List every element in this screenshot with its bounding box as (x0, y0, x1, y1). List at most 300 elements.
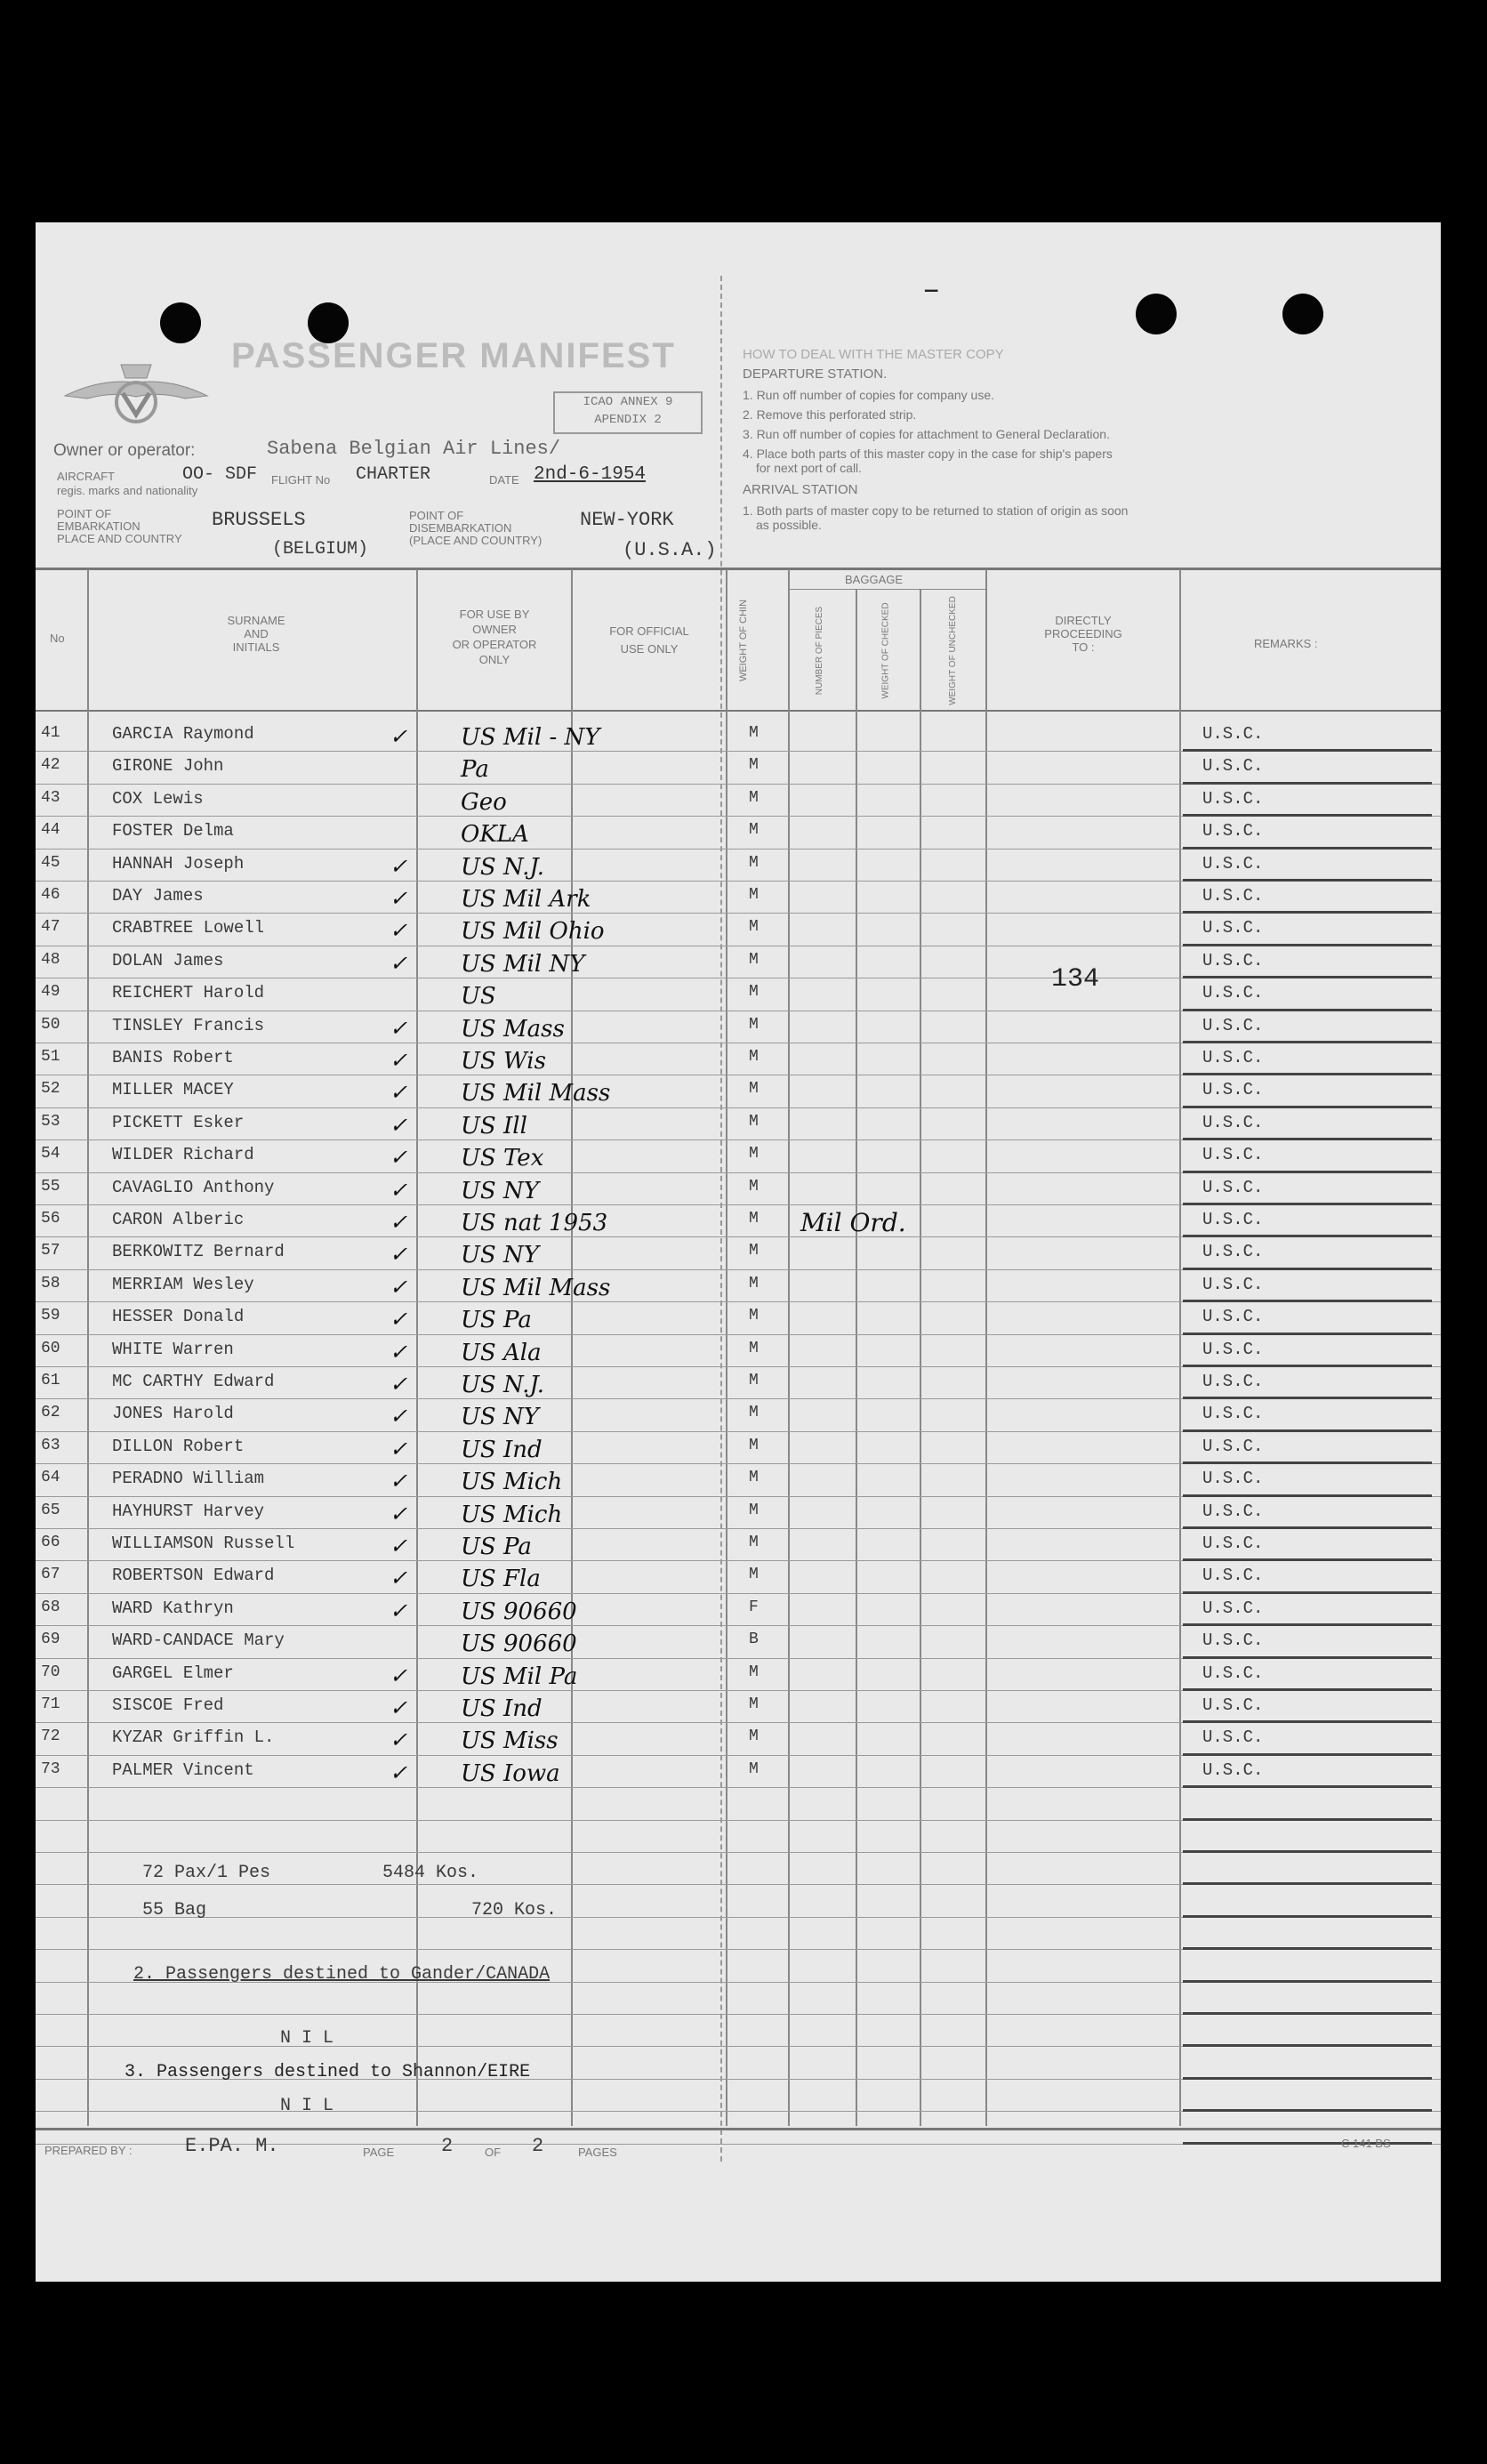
table-row (36, 1368, 1441, 1400)
instructions-heading: HOW TO DEAL WITH THE MASTER COPY (743, 347, 1004, 362)
official-entry: US Fla (461, 1566, 541, 1593)
passenger-name: WILDER Richard (112, 1145, 254, 1165)
embark-label-1: POINT OF (57, 507, 112, 520)
col-header-no: No (50, 632, 65, 645)
check-mark: ✓ (390, 1145, 408, 1171)
remarks-value: U.S.C. (1202, 1080, 1264, 1100)
arrival-step: 1. Both parts of master copy to be returned to station of origin as soon (743, 503, 1129, 518)
remarks-rule (1183, 1429, 1432, 1432)
sex-code: M (749, 853, 759, 872)
table-row (36, 785, 1441, 817)
punch-hole (1282, 294, 1323, 334)
header-bottom-border (36, 710, 1441, 712)
table-row (36, 1238, 1441, 1270)
col-header-remarks: REMARKS : (1254, 637, 1318, 650)
check-mark: ✓ (390, 1436, 408, 1461)
table-row (36, 1465, 1441, 1497)
table-row (36, 817, 1441, 850)
row-number: 47 (41, 918, 60, 937)
table-row (36, 1336, 1441, 1368)
remarks-rule (1183, 1915, 1432, 1918)
table-row (36, 1109, 1441, 1141)
official-entry: US Ind (461, 1695, 543, 1722)
official-entry: US Mil Ohio (461, 918, 605, 946)
remarks-value: U.S.C. (1202, 821, 1264, 841)
row-number: 66 (41, 1534, 60, 1551)
check-mark: ✓ (390, 1307, 408, 1333)
official-entry: US Mil Pa (461, 1663, 578, 1690)
passenger-name: DAY James (112, 886, 204, 906)
col-header-proceeding (987, 614, 1179, 654)
remarks-rule (1183, 1397, 1432, 1399)
summary-gander: 2. Passengers destined to Gander/CANADA (133, 1964, 551, 1985)
table-row (36, 1012, 1441, 1044)
date-value: 2nd-6-1954 (534, 464, 647, 485)
table-row (36, 947, 1441, 979)
row-number: 44 (41, 821, 60, 840)
remarks-rule (1183, 1461, 1432, 1464)
check-mark: ✓ (390, 1274, 408, 1300)
col-header-surname-l1: SURNAME (227, 614, 285, 627)
row-number: 54 (41, 1145, 60, 1164)
summary-bags: 55 Bag (142, 1900, 207, 1920)
passenger-name: JONES Harold (112, 1404, 234, 1424)
remarks-rule (1183, 1300, 1432, 1302)
col-header-proceeding-l3: TO : (1072, 640, 1095, 654)
check-mark: ✓ (390, 853, 408, 879)
remarks-rule (1183, 1980, 1432, 1983)
col-header-surname-l2: AND (244, 627, 269, 640)
passenger-name: GARCIA Raymond (112, 724, 254, 744)
remarks-value: U.S.C. (1202, 1469, 1264, 1489)
remarks-value: U.S.C. (1202, 1112, 1264, 1132)
col-header-owner (418, 607, 571, 667)
col-header-official (573, 623, 726, 658)
summary-bags-weight: 720 Kos. (471, 1900, 558, 1920)
col-header-bag-checked: WEIGHT OF CHECKED (880, 602, 891, 699)
remarks-value: U.S.C. (1202, 983, 1264, 1003)
remarks-rule (1183, 976, 1432, 978)
row-number: 50 (41, 1015, 60, 1034)
sex-code: M (749, 724, 759, 742)
sex-code: M (749, 1145, 759, 1164)
remarks-value: U.S.C. (1202, 724, 1264, 744)
sex-code: M (749, 1015, 759, 1034)
check-mark: ✓ (390, 1080, 408, 1106)
remarks-rule (1183, 814, 1432, 817)
remarks-rule (1183, 1558, 1432, 1561)
sex-code: M (749, 788, 759, 807)
sex-code: M (749, 886, 759, 904)
sex-code: M (749, 1307, 759, 1325)
remarks-rule (1183, 1494, 1432, 1497)
check-mark: ✓ (390, 1695, 408, 1720)
remarks-rule (1183, 1365, 1432, 1367)
sabena-logo-icon (60, 356, 212, 436)
row-number: 73 (41, 1759, 60, 1778)
row-number: 42 (41, 756, 60, 775)
sex-code: M (749, 1663, 759, 1681)
row-number: 70 (41, 1663, 60, 1681)
passenger-name: MC CARTHY Edward (112, 1372, 275, 1391)
page-value: 2 (441, 2135, 454, 2157)
table-row (36, 1724, 1441, 1756)
table-row (36, 1530, 1441, 1562)
official-entry: US Pa (461, 1534, 532, 1560)
instruction-step: 1. Run off number of copies for company use. (743, 388, 995, 402)
check-mark: ✓ (390, 1372, 408, 1397)
remarks-rule (1183, 749, 1432, 752)
check-mark: ✓ (390, 1727, 408, 1753)
table-row (36, 1141, 1441, 1173)
passenger-name: ROBERTSON Edward (112, 1566, 275, 1586)
remarks-rule (1183, 1850, 1432, 1853)
col-header-official-l1: FOR OFFICIAL (609, 624, 689, 638)
check-mark: ✓ (390, 1663, 408, 1688)
sex-code: M (749, 1759, 759, 1778)
check-mark: ✓ (390, 918, 408, 944)
remarks-rule (1183, 1203, 1432, 1205)
remarks-value: U.S.C. (1202, 1436, 1264, 1456)
passenger-name: COX Lewis (112, 788, 204, 809)
table-row (36, 1076, 1441, 1108)
official-entry: US Mil Mass (461, 1274, 611, 1301)
instruction-step: 4. Place both parts of this master copy in the case for ship's papers (743, 447, 1113, 461)
official-entry: US NY (461, 1177, 539, 1204)
table-row (36, 1498, 1441, 1530)
row-number: 52 (41, 1080, 60, 1099)
remarks-value: U.S.C. (1202, 1210, 1264, 1229)
remarks-rule (1183, 782, 1432, 785)
summary-nil-2: N I L (280, 2096, 334, 2116)
official-entry: US Mass (461, 1015, 565, 1043)
remarks-rule (1183, 1591, 1432, 1594)
table-row (36, 1757, 1441, 1789)
embark-label-3: PLACE AND COUNTRY (57, 532, 182, 545)
sex-code: M (749, 1210, 759, 1228)
punch-hole (160, 302, 201, 343)
remarks-value: U.S.C. (1202, 1404, 1264, 1424)
row-number: 64 (41, 1469, 60, 1487)
remarks-value: U.S.C. (1202, 853, 1264, 874)
passenger-name: HAYHURST Harvey (112, 1501, 265, 1521)
embark-country: (BELGIUM) (272, 539, 369, 560)
official-entry: US N.J. (461, 853, 545, 881)
icao-annex-line2: APENDIX 2 (594, 413, 662, 427)
row-number: 62 (41, 1404, 60, 1422)
sex-code: M (749, 1695, 759, 1713)
prepared-value: E.PA. M. (185, 2135, 279, 2157)
instruction-step: 2. Remove this perforated strip. (743, 407, 917, 422)
summary-nil-1: N I L (280, 2028, 334, 2049)
official-entry: US (461, 983, 496, 1011)
remarks-rule (1183, 1171, 1432, 1173)
remarks-value: U.S.C. (1202, 1759, 1264, 1780)
passenger-name: HESSER Donald (112, 1307, 245, 1327)
official-entry: US Pa (461, 1307, 532, 1334)
check-mark: ✓ (390, 950, 408, 976)
passenger-name: TINSLEY Francis (112, 1015, 265, 1035)
remarks-rule (1183, 911, 1432, 914)
remarks-value: U.S.C. (1202, 918, 1264, 938)
table-row (36, 1174, 1441, 1206)
sex-code: M (749, 821, 759, 840)
sex-code: M (749, 1404, 759, 1422)
remarks-rule (1183, 1268, 1432, 1270)
of-label: OF (485, 2146, 502, 2159)
arrival-step: as possible. (756, 518, 822, 532)
embark-label-2: EMBARKATION (57, 519, 141, 533)
flight-label: FLIGHT No (271, 473, 331, 487)
row-number: 43 (41, 788, 60, 807)
col-header-baggage: BAGGAGE (845, 573, 904, 586)
row-number: 49 (41, 983, 60, 1002)
row-number: 48 (41, 950, 60, 969)
aircraft-value: OO- SDF (182, 464, 258, 485)
footer-border (36, 2128, 1441, 2130)
passenger-name: MILLER MACEY (112, 1080, 234, 1100)
punch-hole (1136, 294, 1177, 334)
passenger-name: BERKOWITZ Bernard (112, 1242, 285, 1262)
row-number: 68 (41, 1598, 60, 1616)
row-number: 41 (41, 724, 60, 742)
sex-code: M (749, 1080, 759, 1099)
remarks-rule (1183, 1688, 1432, 1691)
check-mark: ✓ (390, 1210, 408, 1235)
passenger-name: DOLAN James (112, 950, 224, 970)
form-code: C 141 BS (1341, 2137, 1391, 2150)
registration-label: regis. marks and nationality (57, 484, 198, 497)
table-row (36, 753, 1441, 785)
col-header-owner-l1: FOR USE BY (459, 608, 530, 621)
official-entry: US nat 1953 (461, 1210, 608, 1236)
sex-code: M (749, 1534, 759, 1551)
row-number: 51 (41, 1048, 60, 1066)
remarks-value: U.S.C. (1202, 1534, 1264, 1553)
remarks-rule (1183, 2142, 1432, 2145)
remarks-rule (1183, 1785, 1432, 1788)
check-mark: ✓ (390, 1112, 408, 1138)
sex-code: M (749, 1436, 759, 1454)
table-row (36, 1303, 1441, 1335)
summary-shannon: 3. Passengers destined to Shannon/EIRE (125, 2062, 531, 2082)
col-header-proceeding-l1: DIRECTLY (1055, 614, 1112, 627)
row-number: 56 (41, 1210, 60, 1228)
remarks-value: U.S.C. (1202, 1695, 1264, 1715)
remarks-rule (1183, 1138, 1432, 1140)
col-header-surname (203, 614, 309, 654)
col-header-weight: WEIGHT OF CHIN (738, 599, 750, 682)
row-number: 58 (41, 1274, 60, 1292)
remarks-rule (1183, 1753, 1432, 1756)
check-mark: ✓ (390, 1015, 408, 1041)
manifest-sheet (36, 222, 1441, 2282)
official-entry: US N.J. (461, 1372, 545, 1398)
remarks-value: U.S.C. (1202, 1663, 1264, 1683)
arrival-heading: ARRIVAL STATION (743, 482, 858, 497)
sex-code: F (749, 1598, 759, 1616)
check-mark: ✓ (390, 1404, 408, 1429)
check-mark: ✓ (390, 1598, 408, 1623)
table-row (36, 850, 1441, 882)
passenger-name: CAVAGLIO Anthony (112, 1177, 275, 1197)
official-entry: US Mil - NY (461, 724, 600, 751)
official-entry: US Mil Ark (461, 886, 591, 913)
passenger-name: GIRONE John (112, 756, 224, 777)
page-title: PASSENGER MANIFEST (231, 336, 676, 375)
passenger-name: PALMER Vincent (112, 1759, 254, 1780)
official-entry: US Ala (461, 1339, 542, 1366)
row-number: 69 (41, 1631, 60, 1649)
owner-label: Owner or operator: (53, 441, 196, 460)
passenger-name: PERADNO William (112, 1469, 265, 1489)
passenger-name: WILLIAMSON Russell (112, 1534, 295, 1553)
remarks-rule (1183, 879, 1432, 882)
pages-label: PAGES (578, 2146, 617, 2159)
passenger-name: KYZAR Griffin L. (112, 1727, 275, 1748)
check-mark: ✓ (390, 1339, 408, 1365)
prepared-label: PREPARED BY : (44, 2144, 133, 2157)
sex-code: M (749, 1727, 759, 1746)
remarks-rule (1183, 944, 1432, 946)
passenger-name: MERRIAM Wesley (112, 1274, 254, 1294)
row-number: 53 (41, 1112, 60, 1131)
sex-code: M (749, 1469, 759, 1487)
official-entry: US NY (461, 1404, 539, 1431)
official-entry: US Mich (461, 1469, 563, 1496)
remarks-value: U.S.C. (1202, 1501, 1264, 1521)
of-value: 2 (532, 2135, 544, 2157)
remarks-value: U.S.C. (1202, 1631, 1264, 1651)
remarks-rule (1183, 2077, 1432, 2080)
check-mark: ✓ (390, 1048, 408, 1073)
remarks-rule (1183, 1947, 1432, 1950)
remarks-value: U.S.C. (1202, 1566, 1264, 1586)
baggage-divider (788, 589, 985, 590)
proceeding-total: 134 (1051, 964, 1100, 994)
passenger-name: SISCOE Fred (112, 1695, 224, 1715)
official-entry: US Mil NY (461, 950, 585, 978)
passenger-name: DILLON Robert (112, 1436, 245, 1456)
sex-code: M (749, 1339, 759, 1357)
embark-city: BRUSSELS (212, 509, 306, 531)
row-number: 61 (41, 1372, 60, 1389)
summary-pax-weight: 5484 Kos. (382, 1863, 479, 1883)
instruction-step: for next port of call. (756, 461, 863, 475)
passenger-name: BANIS Robert (112, 1048, 234, 1067)
remarks-rule (1183, 1656, 1432, 1659)
passenger-name: CRABTREE Lowell (112, 918, 265, 938)
remarks-value: U.S.C. (1202, 950, 1264, 970)
flight-value: CHARTER (356, 464, 431, 485)
passenger-name: HANNAH Joseph (112, 853, 245, 874)
row-number: 60 (41, 1339, 60, 1357)
remarks-value: U.S.C. (1202, 1307, 1264, 1327)
table-top-border (36, 568, 1441, 570)
remarks-rule (1183, 2012, 1432, 2015)
official-entry: US Iowa (461, 1759, 560, 1787)
check-mark: ✓ (390, 724, 408, 749)
col-header-owner-l4: ONLY (478, 653, 510, 666)
remarks-value: U.S.C. (1202, 886, 1264, 906)
sex-code: M (749, 1566, 759, 1584)
table-row (36, 1692, 1441, 1724)
official-entry: US Wis (461, 1048, 546, 1075)
official-entry: US Ill (461, 1112, 527, 1139)
row-number: 71 (41, 1695, 60, 1713)
owner-value: Sabena Belgian Air Lines/ (267, 438, 561, 460)
remarks-value: U.S.C. (1202, 1048, 1264, 1067)
row-number: 72 (41, 1727, 60, 1746)
remarks-rule (1183, 1333, 1432, 1335)
sex-code: M (749, 1048, 759, 1066)
col-header-proceeding-l2: PROCEEDING (1044, 627, 1122, 640)
table-row (36, 721, 1441, 753)
sex-code: M (749, 756, 759, 775)
table-row (36, 1400, 1441, 1432)
table-row (36, 1595, 1441, 1627)
remarks-value: U.S.C. (1202, 1339, 1264, 1359)
official-entry: US Tex (461, 1145, 544, 1172)
disembark-label-1: POINT OF (409, 509, 464, 522)
row-number: 59 (41, 1307, 60, 1325)
row-number: 67 (41, 1566, 60, 1584)
remarks-value: U.S.C. (1202, 788, 1264, 809)
remarks-rule (1183, 1720, 1432, 1723)
official-entry: US 90660 (461, 1598, 577, 1625)
col-header-official-l2: USE ONLY (620, 642, 679, 656)
table-row (36, 914, 1441, 946)
disembark-country: (U.S.A.) (623, 539, 717, 561)
table-row (36, 882, 1441, 914)
icao-annex-box (553, 391, 703, 434)
departure-heading: DEPARTURE STATION. (743, 366, 888, 382)
sex-code: M (749, 950, 759, 969)
page-label: PAGE (363, 2146, 395, 2159)
passenger-name: WARD-CANDACE Mary (112, 1631, 285, 1651)
summary-pax: 72 Pax/1 Pes (142, 1863, 271, 1883)
check-mark: ✓ (390, 1469, 408, 1494)
remarks-rule (1183, 2109, 1432, 2112)
remarks-rule (1183, 847, 1432, 850)
official-entry: US 90660 (461, 1631, 577, 1658)
row-number: 63 (41, 1436, 60, 1454)
disembark-label-2: DISEMBARKATION (409, 521, 512, 535)
official-entry: Pa (461, 756, 489, 784)
passenger-name: GARGEL Elmer (112, 1663, 234, 1683)
remarks-rule (1183, 1818, 1432, 1821)
military-ordinance-note: Mil Ord. (800, 1208, 906, 1237)
row-number: 45 (41, 853, 60, 872)
sex-code: B (749, 1631, 759, 1649)
check-mark: ✓ (390, 1501, 408, 1526)
sex-code: M (749, 1177, 759, 1196)
table-row (36, 1271, 1441, 1303)
remarks-value: U.S.C. (1202, 1015, 1264, 1035)
remarks-rule (1183, 1041, 1432, 1043)
remarks-rule (1183, 1623, 1432, 1626)
remarks-rule (1183, 1526, 1432, 1529)
remarks-value: U.S.C. (1202, 756, 1264, 777)
remarks-rule (1183, 1235, 1432, 1237)
sex-code: M (749, 918, 759, 937)
disembark-city: NEW-YORK (580, 509, 674, 531)
remarks-value: U.S.C. (1202, 1372, 1264, 1391)
passenger-name: WHITE Warren (112, 1339, 234, 1359)
disembark-label-3: (PLACE AND COUNTRY) (409, 534, 543, 547)
check-mark: ✓ (390, 886, 408, 911)
passenger-name: REICHERT Harold (112, 983, 265, 1003)
